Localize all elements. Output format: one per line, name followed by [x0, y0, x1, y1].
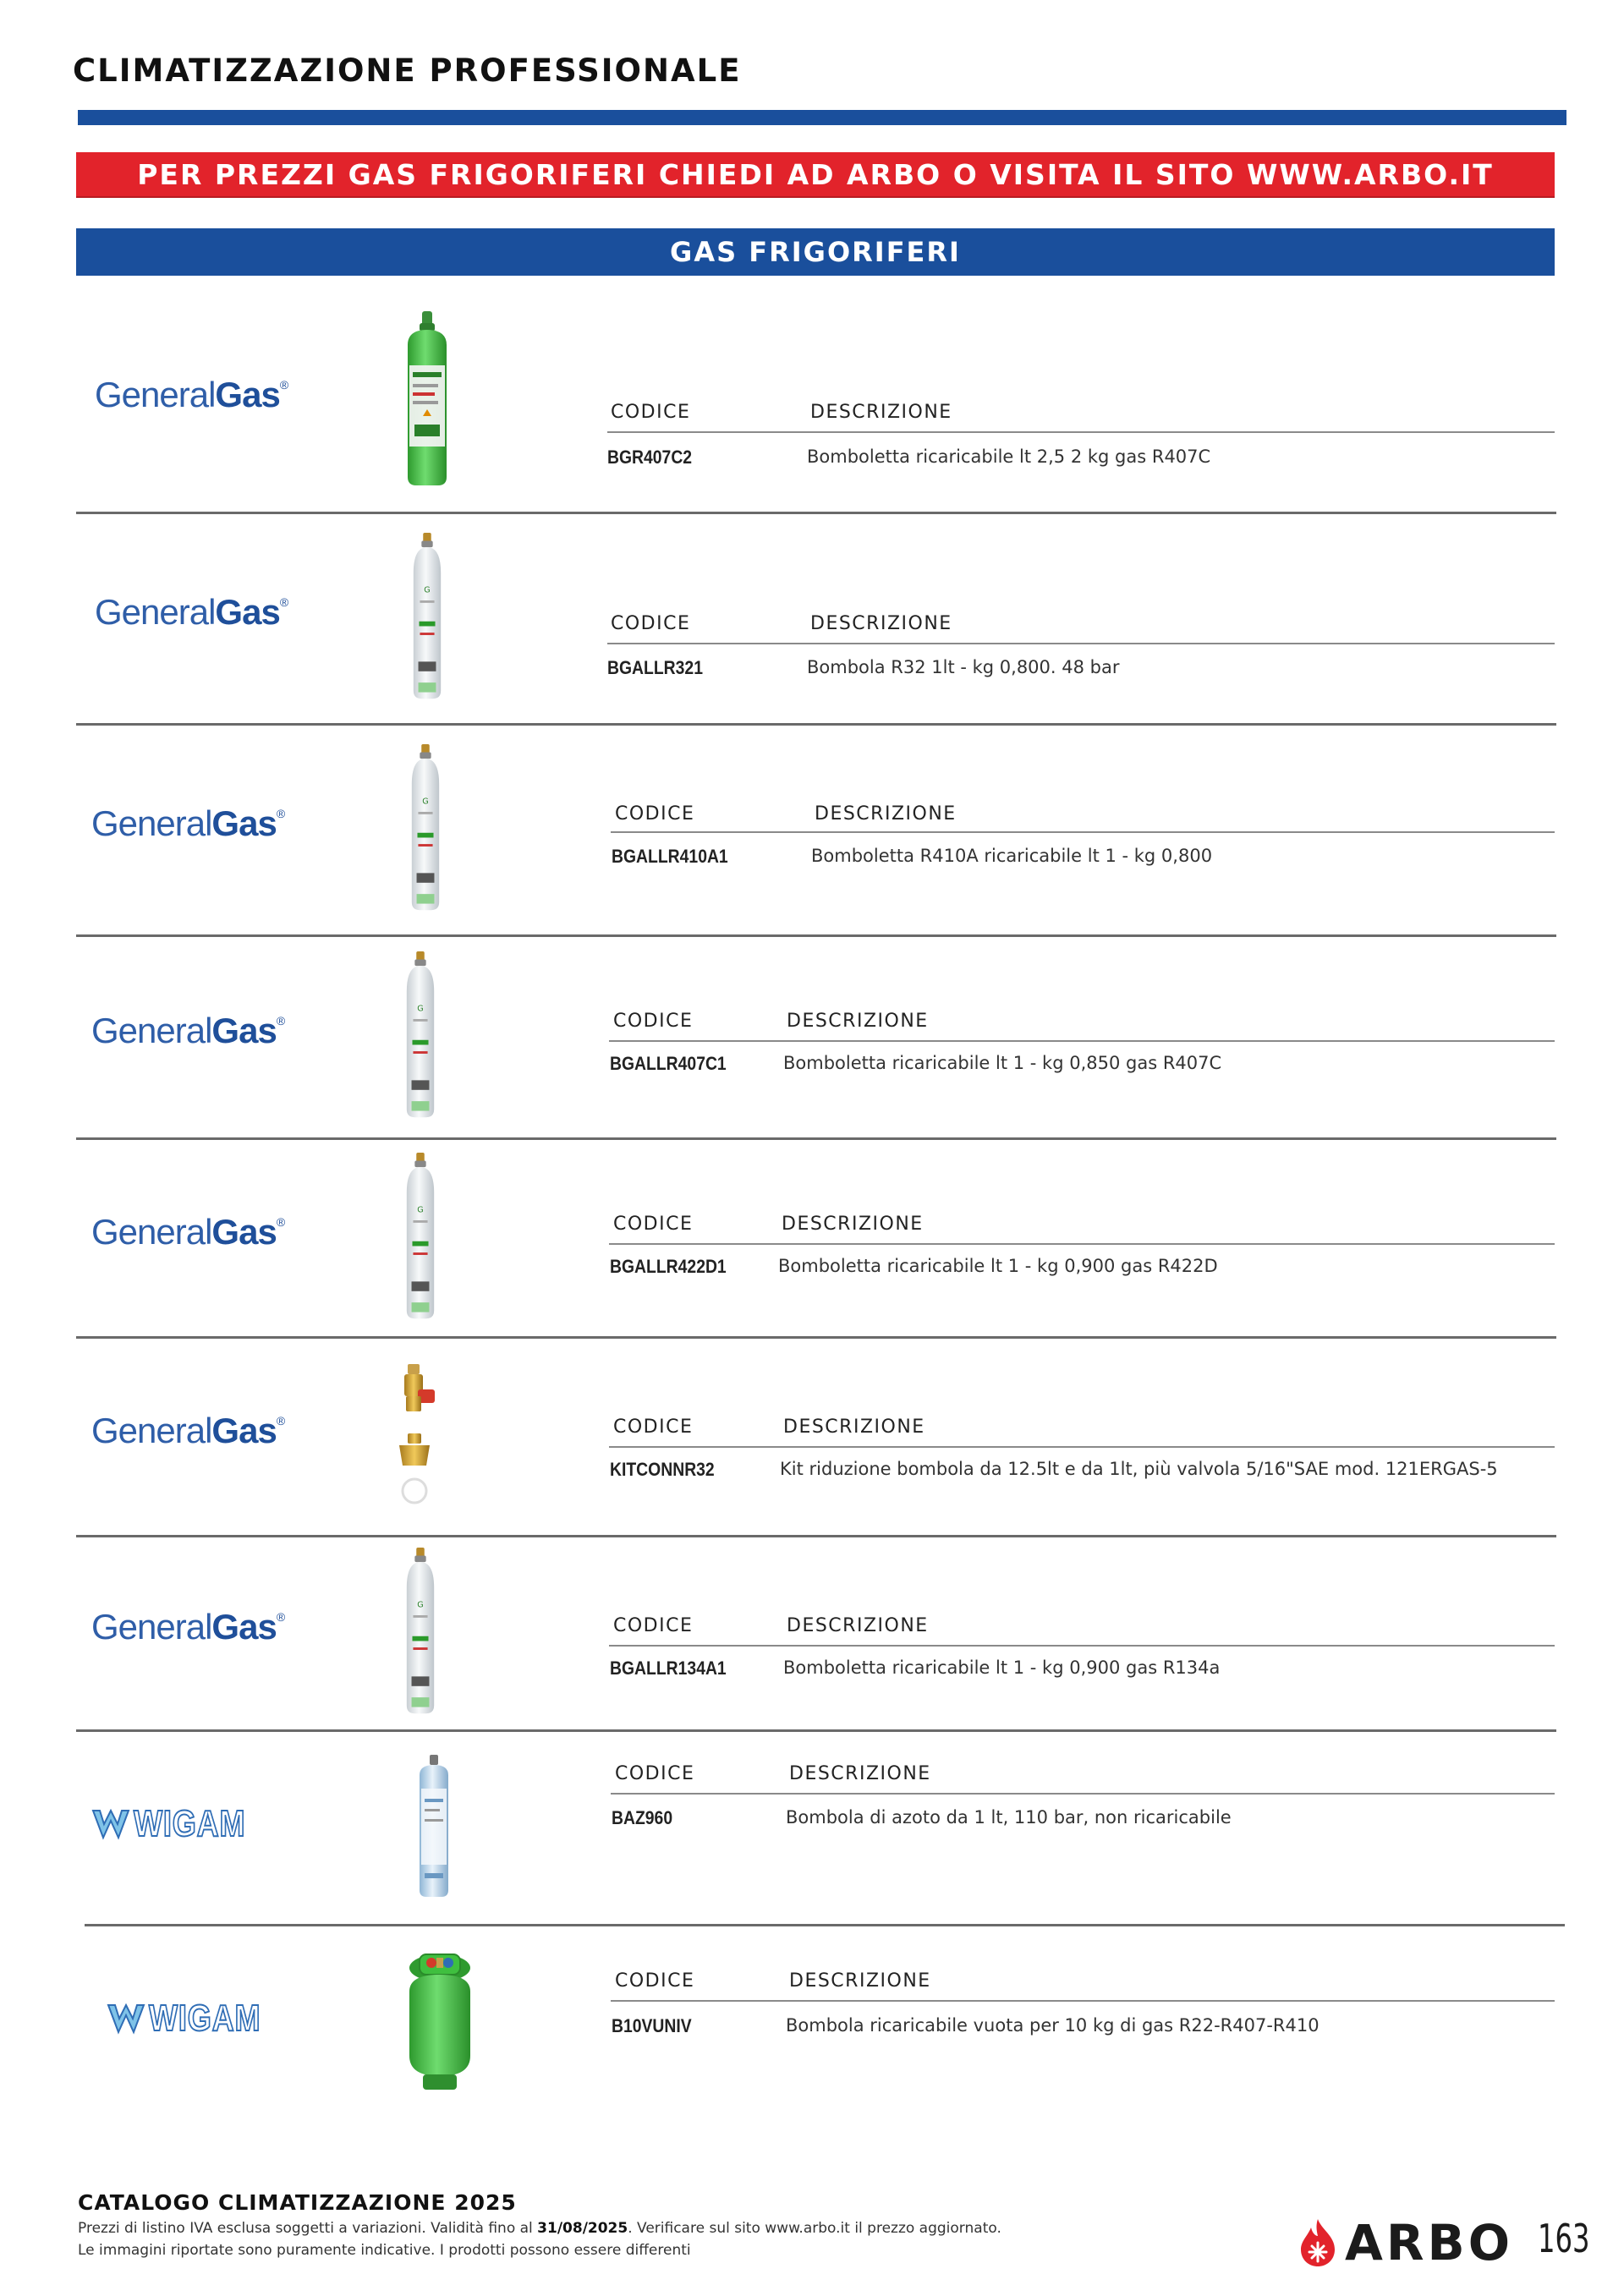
logo-text-light: General — [95, 374, 216, 414]
description-header: DESCRIZIONE — [789, 1763, 931, 1784]
code-header: CODICE — [615, 803, 695, 825]
validity-date: 31/08/2025 — [537, 2220, 628, 2237]
table-header-rule — [609, 1243, 1555, 1245]
product-row — [0, 1137, 1624, 1336]
catalog-title: CATALOGO CLIMATIZZAZIONE 2025 — [78, 2190, 517, 2215]
generalgas-logo — [95, 375, 288, 415]
description-header: DESCRIZIONE — [783, 1417, 925, 1438]
table-header-rule — [609, 1040, 1555, 1042]
registered-mark: ® — [276, 1413, 285, 1427]
generalgas-logo — [91, 1411, 284, 1451]
product-description: Bombola R32 1lt - kg 0,800. 48 bar — [807, 657, 1120, 677]
price-info-banner: PER PREZZI GAS FRIGORIFERI CHIEDI AD ARBO O VISITA IL SITO WWW.ARBO.IT — [76, 152, 1555, 198]
page-number: 163 — [1538, 2216, 1590, 2261]
svg-text:G: G — [417, 1204, 424, 1214]
code-header: CODICE — [613, 1417, 694, 1438]
svg-text:G: G — [417, 1004, 424, 1014]
wigam-wordmark: WIGAM — [134, 1803, 246, 1844]
logo-text-light: General — [95, 592, 216, 632]
description-header: DESCRIZIONE — [787, 1615, 929, 1636]
logo-text-bold: Gas — [215, 592, 280, 632]
product-description: Kit riduzione bombola da 12.5lt e da 1lt, più valvola 5/16"SAE mod. 121ERGAS-5 — [780, 1459, 1498, 1479]
header-rule — [78, 110, 1566, 125]
product-row — [0, 1729, 1624, 1924]
code-header: CODICE — [613, 1011, 694, 1032]
product-code: BAZ960 — [612, 1807, 673, 1828]
table-header-rule — [609, 1446, 1555, 1448]
product-code: BGALLR321 — [607, 657, 703, 678]
product-code: BGALLR407C1 — [610, 1053, 727, 1074]
registered-mark: ® — [276, 1014, 285, 1027]
price-validity-note — [78, 2220, 1001, 2237]
code-header: CODICE — [615, 1970, 695, 1992]
logo-text-bold: Gas — [211, 1011, 277, 1050]
logo-text-light: General — [91, 1410, 212, 1450]
code-header: CODICE — [615, 1763, 695, 1784]
valve-kit-icon — [389, 1364, 440, 1511]
wigam-logo — [91, 1803, 270, 1845]
logo-text-bold: Gas — [211, 1211, 277, 1252]
white-cylinder-icon — [391, 1548, 450, 1720]
svg-text:G: G — [424, 585, 431, 595]
white-cylinder-icon — [391, 951, 450, 1124]
nitrogen-cylinder-icon — [413, 1755, 455, 1902]
generalgas-logo — [91, 1607, 284, 1647]
code-header: CODICE — [613, 1214, 694, 1235]
product-row — [0, 1535, 1624, 1729]
registered-mark: ® — [276, 1214, 285, 1229]
green-cylinder-icon — [398, 311, 457, 492]
product-description: Bomboletta ricaricabile lt 1 - kg 0,850 gas R407C — [783, 1053, 1222, 1073]
svg-text:G: G — [422, 797, 429, 807]
validity-text: Prezzi di listino IVA esclusa soggetti a variazioni. Validità fino al — [78, 2220, 538, 2237]
product-row — [0, 1336, 1624, 1535]
description-header: DESCRIZIONE — [810, 613, 952, 634]
description-header: DESCRIZIONE — [789, 1970, 931, 1992]
wigam-mark-icon — [107, 2002, 145, 2036]
product-description: Bomboletta ricaricabile lt 1 - kg 0,900 gas R134a — [783, 1658, 1221, 1678]
table-header-rule — [611, 2000, 1555, 2002]
generalgas-logo — [91, 1011, 284, 1051]
svg-text:G: G — [417, 1600, 424, 1610]
logo-text-light: General — [91, 1211, 212, 1252]
section-title-banner: GAS FRIGORIFERI — [76, 228, 1555, 276]
logo-text-bold: Gas — [211, 803, 277, 843]
product-code: BGALLR134A1 — [610, 1658, 727, 1679]
registered-mark: ® — [276, 1610, 285, 1624]
product-description: Bomboletta R410A ricaricabile lt 1 - kg 0,800 — [811, 846, 1213, 866]
description-header: DESCRIZIONE — [815, 803, 957, 825]
table-header-rule — [611, 831, 1555, 833]
description-header: DESCRIZIONE — [810, 402, 952, 423]
image-disclaimer: Le immagini riportate sono puramente indicative. I prodotti possono essere differenti — [78, 2242, 691, 2259]
logo-text-light: General — [91, 803, 212, 843]
product-description: Bomboletta ricaricabile lt 2,5 2 kg gas R407C — [807, 447, 1211, 467]
wigam-wordmark: WIGAM — [149, 1997, 261, 2039]
verify-text: . Verificare sul sito www.arbo.it il prezzo aggiornato. — [628, 2220, 1001, 2237]
registered-mark: ® — [276, 807, 285, 820]
white-cylinder-icon — [391, 1153, 450, 1325]
flame-icon — [1296, 2217, 1340, 2268]
green-tank-icon — [398, 1949, 482, 2096]
table-header-rule — [607, 431, 1555, 433]
generalgas-logo — [91, 1212, 284, 1252]
product-row — [0, 934, 1624, 1137]
description-header: DESCRIZIONE — [782, 1214, 924, 1235]
registered-mark: ® — [279, 595, 288, 609]
table-header-rule — [607, 643, 1555, 644]
product-code: BGR407C2 — [607, 447, 693, 468]
white-cylinder-icon — [398, 533, 457, 705]
arbo-wordmark: ARBO — [1345, 2214, 1514, 2271]
description-header: DESCRIZIONE — [787, 1011, 929, 1032]
generalgas-logo — [95, 592, 288, 633]
logo-text-bold: Gas — [215, 374, 280, 414]
white-cylinder-icon — [396, 744, 455, 917]
product-code: B10VUNIV — [612, 2015, 692, 2036]
code-header: CODICE — [613, 1615, 694, 1636]
wigam-mark-icon — [91, 1807, 130, 1841]
product-row — [0, 723, 1624, 934]
wigam-logo — [107, 1997, 285, 2040]
product-row — [0, 1924, 1624, 2118]
logo-text-bold: Gas — [211, 1410, 277, 1450]
code-header: CODICE — [611, 613, 691, 634]
logo-text-bold: Gas — [211, 1607, 277, 1647]
product-description: Bombola ricaricabile vuota per 10 kg di gas R22-R407-R410 — [786, 2015, 1320, 2036]
arbo-logo — [1296, 2214, 1513, 2271]
product-code: BGALLR422D1 — [610, 1256, 727, 1277]
table-header-rule — [611, 1793, 1555, 1795]
product-description: Bomboletta ricaricabile lt 1 - kg 0,900 gas R422D — [778, 1256, 1218, 1276]
product-description: Bombola di azoto da 1 lt, 110 bar, non ricaricabile — [786, 1807, 1232, 1827]
registered-mark: ® — [279, 377, 288, 392]
code-header: CODICE — [611, 402, 691, 423]
product-code: KITCONNR32 — [610, 1459, 715, 1480]
product-row — [0, 512, 1624, 723]
logo-text-light: General — [91, 1011, 212, 1050]
table-header-rule — [609, 1645, 1555, 1647]
product-code: BGALLR410A1 — [612, 846, 728, 867]
generalgas-logo — [91, 803, 284, 844]
logo-text-light: General — [91, 1607, 212, 1647]
page-title: CLIMATIZZAZIONE PROFESSIONALE — [73, 52, 742, 89]
product-row — [0, 288, 1624, 512]
